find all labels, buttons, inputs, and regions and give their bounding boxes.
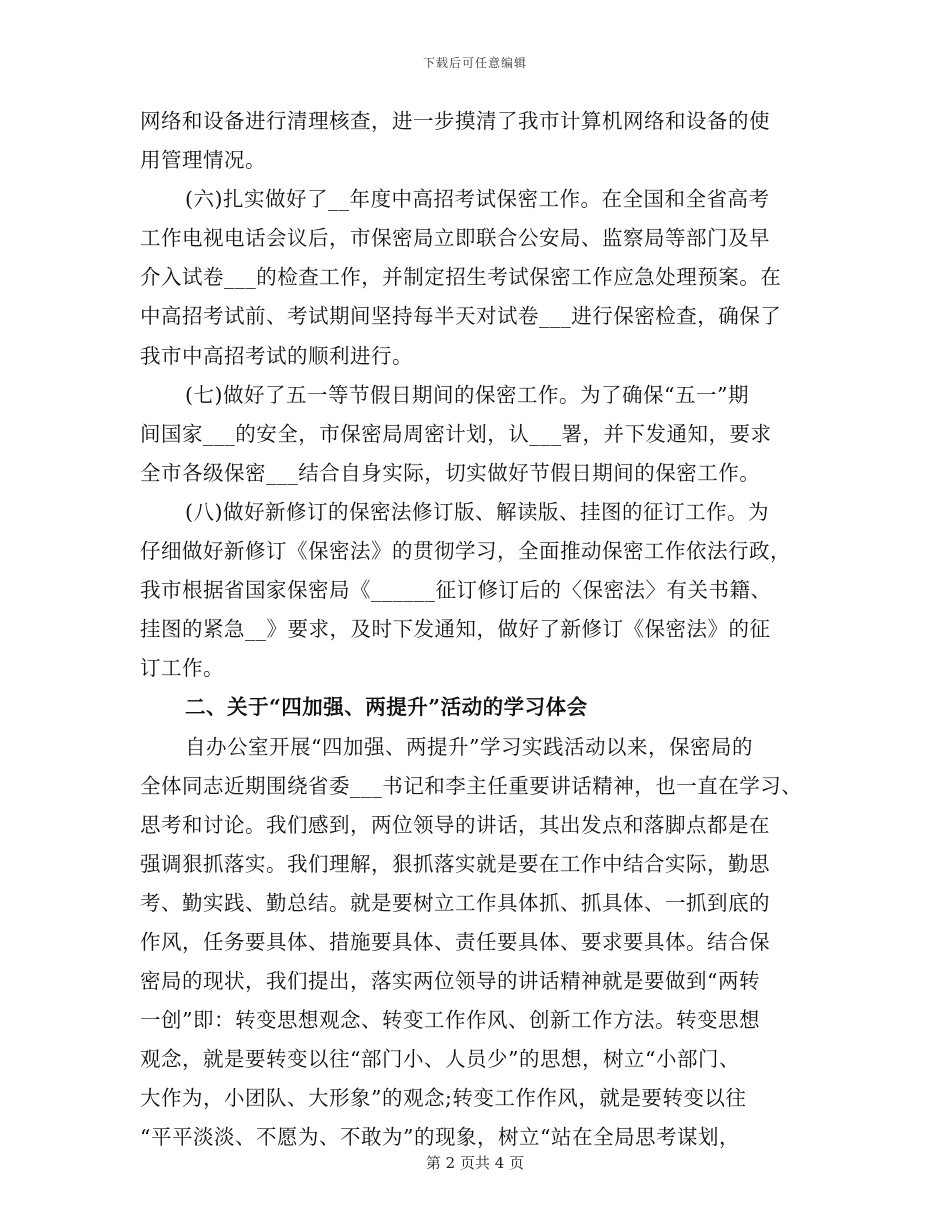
- text-line: 一创”即：转变思想观念、转变工作作风、创新工作方法。转变思想: [140, 1008, 760, 1033]
- text-line: 强调狠抓落实。我们理解，狠抓落实就是要在工作中结合实际，勤思: [140, 851, 770, 876]
- text-line: 网络和设备进行清理核查，进一步摸清了我市计算机网络和设备的使: [140, 109, 770, 133]
- text-line: 大作为，小团队、大形象”的观念;转变工作作风，就是要转变以往: [140, 1086, 747, 1111]
- section-heading: 二、关于“四加强、两提升”活动的学习体会: [185, 695, 588, 720]
- paragraph-start-line: 自办公室开展“四加强、两提升”学习实践活动以来，保密局的: [185, 734, 753, 759]
- paragraph-start-line: (六)扎实做好了__年度中高招考试保密工作。在全国和全省高考: [185, 187, 770, 212]
- page-header: 下载后可任意编辑: [422, 56, 527, 70]
- text-line: 观念，就是要转变以往“部门小、人员少”的思想，树立“小部门、: [140, 1047, 740, 1072]
- text-line: 间国家___的安全，市保密局周密计划，认___署，并下发通知，要求: [140, 421, 772, 446]
- text-line: 仔细做好新修订《保密法》的贯彻学习，全面推动保密工作依法行政，: [140, 539, 791, 564]
- text-line: 订工作。: [140, 656, 224, 681]
- text-line: 工作电视电话会议后，市保密局立即联合公安局、监察局等部门及早: [140, 226, 770, 251]
- document-body: [140, 102, 820, 1158]
- page-number-footer: 第 2 页共 4 页: [425, 1154, 525, 1172]
- text-line: 思考和讨论。我们感到，两位领导的讲话，其出发点和落脚点都是在: [140, 812, 770, 837]
- text-line: 挂图的紧急__》要求，及时下发通知，做好了新修订《保密法》的征: [140, 617, 771, 642]
- text-line: 我市根据省国家保密局《______征订修订后的〈保密法〉有关书籍、: [140, 578, 772, 603]
- text-line: 中高招考试前、考试期间坚持每半天对试卷___进行保密检查，确保了: [140, 304, 782, 329]
- text-line: 作风，任务要具体、措施要具体、责任要具体、要求要具体。结合保: [140, 929, 770, 954]
- text-line: 考、勤实践、勤总结。就是要树立工作具体抓、抓具体、一抓到底的: [140, 890, 770, 915]
- text-line: 用管理情况。: [140, 148, 266, 173]
- text-line: 全体同志近期围绕省委___书记和李主任重要讲话精神，也一直在学习、: [140, 773, 803, 798]
- text-line: 密局的现状，我们提出，落实两位领导的讲话精神就是要做到“两转: [140, 969, 760, 994]
- text-line: “平平淡淡、不愿为、不敢为”的现象，树立“站在全局思考谋划，: [140, 1125, 740, 1150]
- text-line: 全市各级保密___结合自身实际，切实做好节假日期间的保密工作。: [140, 460, 761, 485]
- text-line: 介入试卷___的检查工作，并制定招生考试保密工作应急处理预案。在: [140, 265, 782, 290]
- paragraph-start-line: (八)做好新修订的保密法修订版、解读版、挂图的征订工作。为: [185, 499, 769, 524]
- text-line: 我市中高招考试的顺利进行。: [140, 343, 413, 368]
- paragraph-start-line: (七)做好了五一等节假日期间的保密工作。为了确保“五一”期: [185, 382, 749, 407]
